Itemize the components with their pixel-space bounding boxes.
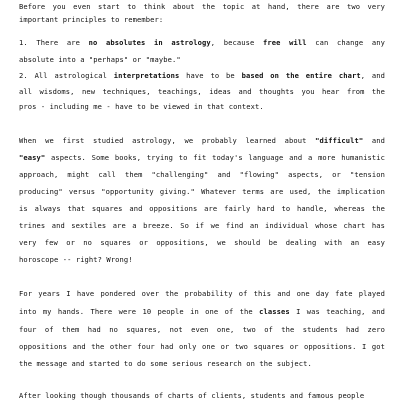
text-run: and (363, 136, 385, 145)
text-run: , because (210, 38, 263, 47)
line-text (19, 153, 385, 162)
text-run: into my hands. There were 10 people in one of the (19, 307, 260, 316)
text-run: horoscope -- right? Wrong! (19, 255, 133, 264)
line-text (19, 71, 385, 80)
bold-text: free will (263, 38, 307, 47)
text-run: Before you even start to think about the topic at hand, there are two very (19, 2, 385, 11)
line-text (19, 307, 385, 316)
text-line (19, 15, 385, 25)
text-line (19, 38, 385, 48)
text-run: trines and sextiles are a breeze. So if we find an individual whose chart has (19, 221, 385, 230)
text-line (19, 71, 385, 81)
text-line (19, 170, 385, 180)
line-text (19, 221, 385, 230)
text-run: absolute into a "perhaps" or "maybe." (19, 55, 181, 64)
text-line (19, 102, 385, 112)
bold-text: classes (259, 307, 290, 316)
text-run: 2. All astrological (19, 71, 114, 80)
text-run: all wisdoms, new techniques, teachings, ideas and thoughts you hear from the (19, 87, 385, 96)
bold-text: based on the entire chart (241, 71, 361, 80)
text-line (19, 87, 385, 97)
text-run: can change any (306, 38, 385, 47)
text-line (19, 391, 385, 400)
line-text (19, 325, 385, 334)
text-line (19, 289, 385, 299)
text-line (19, 55, 385, 65)
text-line (19, 153, 385, 163)
line-text (19, 255, 133, 264)
text-line (19, 187, 385, 197)
bold-text: no absolutes in astrology (88, 38, 211, 47)
line-text (19, 187, 385, 196)
line-text (19, 55, 181, 64)
line-text (19, 2, 385, 11)
text-run: important principles to remember: (19, 15, 164, 24)
text-line (19, 307, 385, 317)
line-text (19, 102, 264, 111)
line-text (19, 204, 385, 213)
text-line (19, 136, 385, 146)
text-run: the message and started to do some serious research on the subject. (19, 359, 312, 368)
text-run: approach, might call them "challenging" and "flowing" aspects, or "tension (19, 170, 385, 179)
text-line (19, 2, 385, 12)
line-text (19, 38, 385, 47)
line-text (19, 87, 385, 96)
text-run: 1. There are (19, 38, 89, 47)
line-text (19, 136, 385, 145)
text-run: oppositions and the other four had only one or two squares or oppositions. I got (19, 342, 385, 351)
text-run: producing" versus "opportunity giving." Whatever terms are used, the implication (19, 187, 385, 196)
text-run: , and (360, 71, 385, 80)
line-text (19, 289, 385, 298)
line-text (19, 170, 385, 179)
text-line (19, 204, 385, 214)
text-line (19, 255, 385, 265)
bold-text: "easy" (19, 153, 46, 162)
line-text (19, 359, 312, 368)
text-run: When we first studied astrology, we probably learned about (19, 136, 316, 145)
bold-text: interpretations (113, 71, 180, 80)
text-run: very few or no squares or oppositions, we should be dealing with an easy (19, 238, 385, 247)
text-line (19, 325, 385, 335)
text-run: have to be (179, 71, 242, 80)
text-run: After looking though thousands of charts of clients, students and famous people (19, 391, 365, 400)
text-run: aspects. Some books, trying to fit today's language and a more humanistic (45, 153, 385, 162)
text-run: four of them had no squares, not even one, two of the students had zero (19, 325, 385, 334)
text-line (19, 342, 385, 352)
text-line (19, 221, 385, 231)
text-run: pros - including me - have to be viewed in that context. (19, 102, 264, 111)
line-text (19, 342, 385, 351)
text-run: is always that squares and oppositions are fairly hard to handle, whereas the (19, 204, 385, 213)
line-text (19, 391, 364, 400)
text-run: For years I have pondered over the probability of this and one day fate played (19, 289, 385, 298)
line-text (19, 238, 385, 247)
bold-text: "difficult" (315, 136, 364, 145)
text-line (19, 359, 385, 369)
text-run: I was teaching, and (289, 307, 385, 316)
line-text (19, 15, 163, 24)
text-line (19, 238, 385, 248)
